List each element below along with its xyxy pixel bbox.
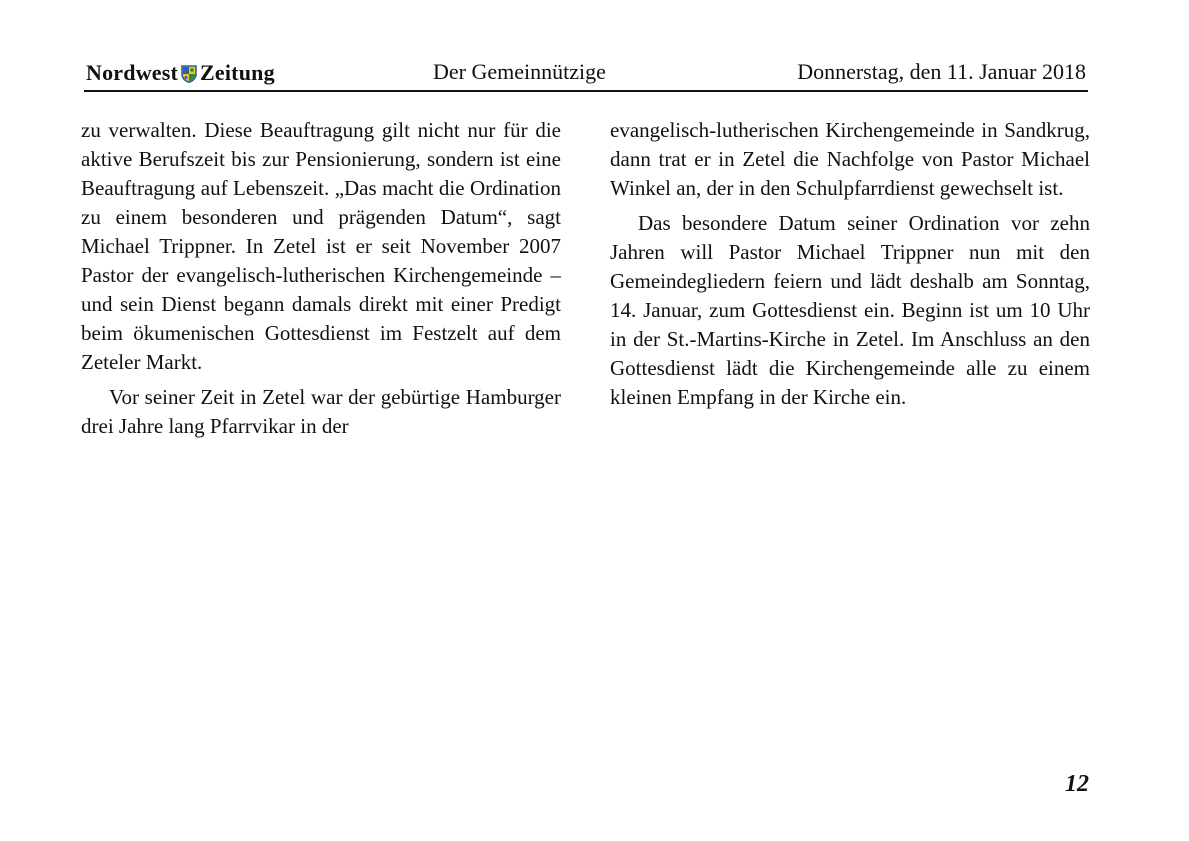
page-number: 12 <box>1065 771 1089 797</box>
paragraph: Das besondere Datum seiner Ordination vor zehn Jahren will Pastor Michael Trippner nun mit den Gemeindegliedern feiern und lädt deshalb am Sonntag, 14. Januar, zum Gottesdienst ein. Beginn ist um 10 Uhr in der St.-Martins-Kirche in Zetel. Im Anschluss an den Gottesdienst lädt die Kirchengemeinde alle zu einem kleinen Empfang in der Kirche ein. <box>610 211 1090 409</box>
newspaper-subtitle: Der Gemeinnützige <box>433 59 606 84</box>
newspaper-masthead <box>86 60 275 86</box>
coat-of-arms-icon <box>181 65 197 83</box>
paragraph: zu verwalten. Diese Beauftragung gilt nicht nur für die aktive Berufszeit bis zur Pensionierung, sondern ist eine Beauftragung auf Lebenszeit. „Das macht die Ordination zu einem besonderen und prägenden Datum“, sagt Michael Trippner. In Zetel ist er seit November 2007 Pastor der evangelisch-lutherischen Kirchengemeinde – und sein Dienst begann damals direkt mit einer Predigt beim ökumenischen Gottesdienst im Festzelt auf dem Zeteler Markt. <box>81 118 561 374</box>
article-column-right <box>610 116 1090 418</box>
masthead-left-word: Nordwest <box>86 60 179 85</box>
article-column-left <box>81 116 561 447</box>
paragraph: Vor seiner Zeit in Zetel war der gebürtige Hamburger drei Jahre lang Pfarrvikar in der <box>81 385 561 438</box>
page-header <box>84 56 1088 92</box>
paragraph: evangelisch-lutherischen Kirchengemeinde in Sandkrug, dann trat er in Zetel die Nachfolge von Pastor Michael Winkel an, der in den Schulpfarrdienst gewechselt ist. <box>610 118 1090 200</box>
issue-date: Donnerstag, den 11. Januar 2018 <box>797 59 1086 84</box>
masthead-right-word: Zeitung <box>200 60 275 85</box>
